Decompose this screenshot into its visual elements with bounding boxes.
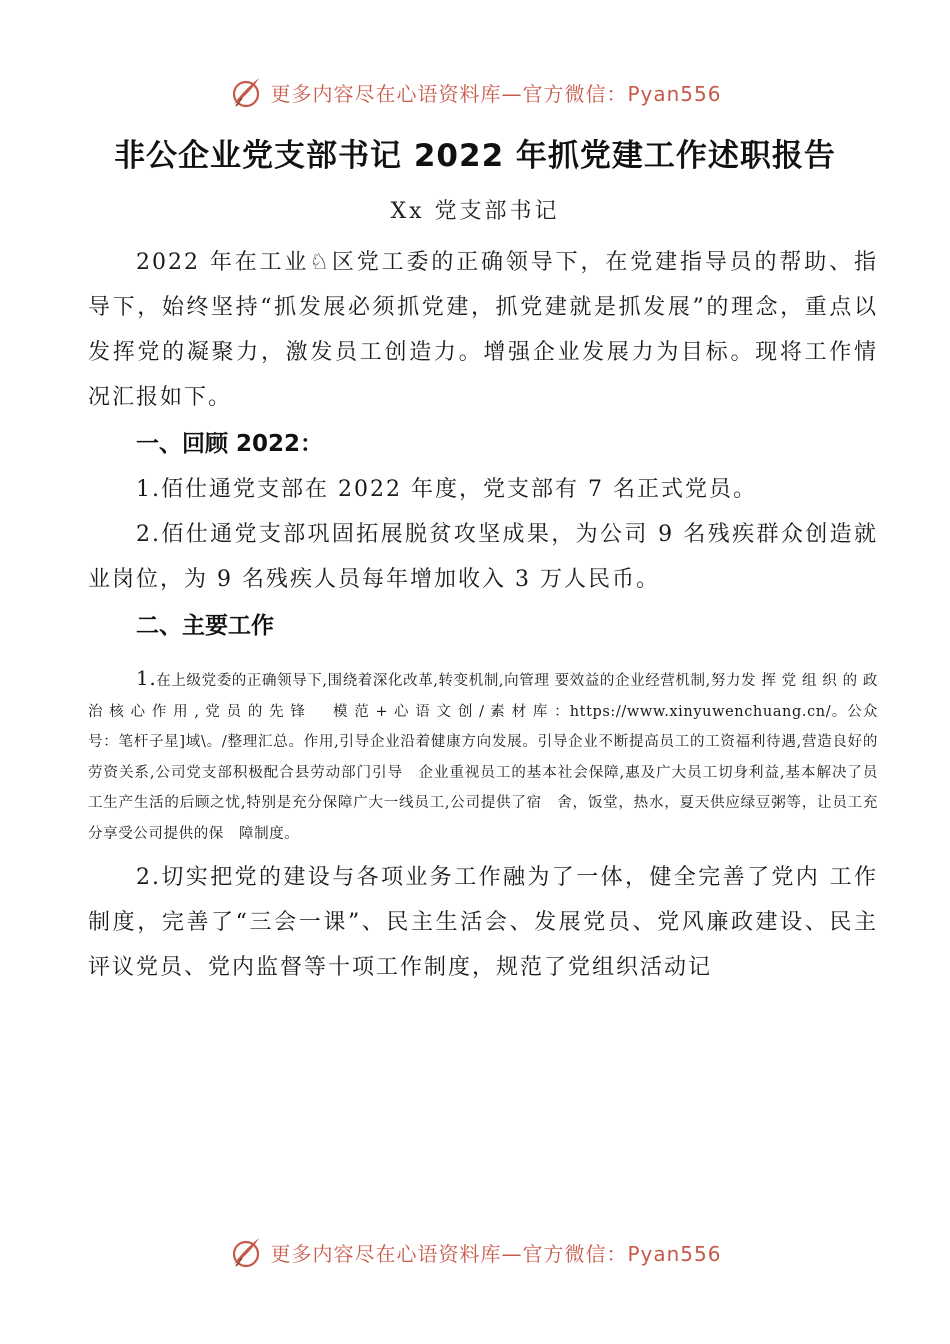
- watermark-banner-top: [0, 72, 950, 112]
- watermark-banner-bottom: [0, 1232, 950, 1272]
- document-subtitle: Xx 党支部书记: [390, 199, 560, 224]
- section2-heading: 二、主要工作: [136, 613, 274, 639]
- section1-heading: 一、回顾 2022：: [136, 431, 324, 457]
- watermark-text: 更多内容尽在心语资料库—官方微信：Pyan556: [270, 1241, 722, 1266]
- document-title: 非公企业党支部书记 2022 年抓党建工作述职报告: [114, 138, 836, 174]
- watermark-text: 更多内容尽在心语资料库—官方微信：Pyan556: [270, 81, 722, 106]
- intro-paragraph: 2022 年在工业♘区党工委的正确领导下，在党建指导员的帮助、指导下，始终坚持“抓发展必须抓党建，抓党建就是抓发展”的理念，重点以发挥党的凝聚力，激发员工创造力。增强企业发展力为目标。现将工作情况汇报如下。: [88, 250, 878, 410]
- quill-pen-logo-icon: [228, 74, 264, 110]
- section2-item1-text: 在上级党委的正确领导下,围绕着深化改革,转变机制,向管理 要效益的企业经营机制,努力发 挥 党 组 织 的 政 治 核 心 作 用 , 党 员 的 先 锋 模 范 + 心 语 文 创 / 素 材 库 ：https://www.xinyuwenchuang.cn/。公众号：笔杆子星]域\。/整理汇总。作用,引导企业沿着健康方向发展。引导企业不断提高员工的工资福利待遇,营造良好的劳资关系,公司党支部积极配合县劳动部门引导 企业重视员工的基本社会保障,惠及广大员工切身利益,基本解决了员 工生产生活的后顾之忧,特别是充分保障广大一线员工,公司提供了宿 舍，饭堂，热水，夏天供应绿豆粥等，让员工充分享受公司提供的保 障制度。: [88, 673, 894, 842]
- section1-item1: 1.佰仕通党支部在 2022 年度，党支部有 7 名正式党员。: [136, 477, 757, 502]
- section2-item2: 2.切实把党的建设与各项业务工作融为了一体，健全完善了党内 工作制度，完善了“三会一课”、民主生活会、发展党员、党风廉政建设、民主评议党员、党内监督等十项工作制度，规范了党组织活动记: [88, 865, 878, 980]
- document-body: [88, 240, 894, 990]
- section1-item2: 2.佰仕通党支部巩固拓展脱贫攻坚成果，为公司 9 名残疾群众创造就业岗位，为 9 名残疾人员每年增加收入 3 万人民币。: [88, 522, 878, 592]
- section2-item1: [88, 663, 894, 849]
- quill-pen-logo-icon: [228, 1234, 264, 1270]
- section2-item1-number: 1.: [136, 666, 157, 690]
